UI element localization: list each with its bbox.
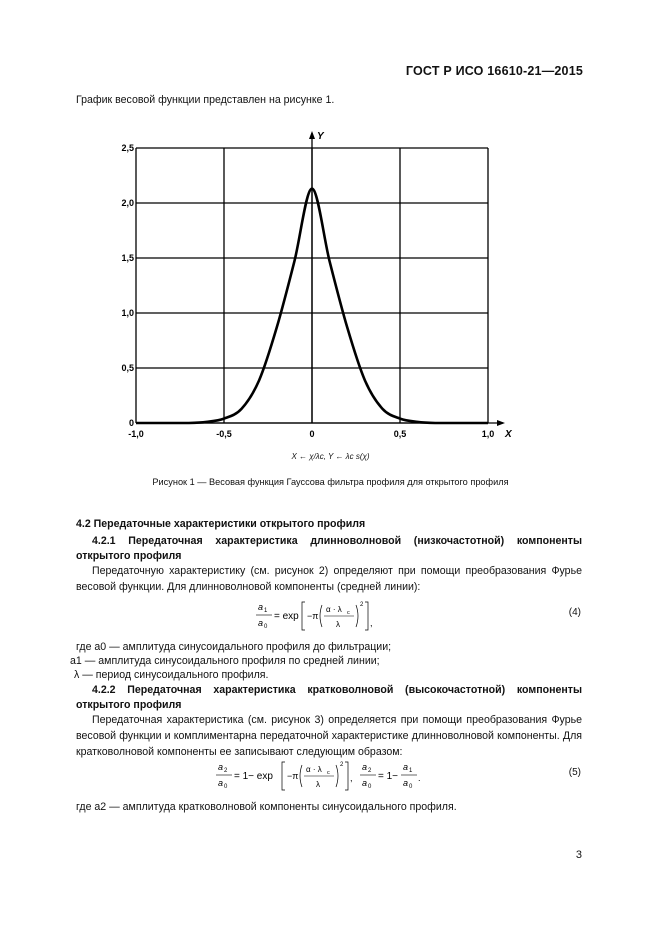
y-tick-label: 2,5 [121, 143, 134, 153]
equation-5 [212, 755, 432, 793]
y-tick-label: 0 [128, 418, 134, 428]
svg-text:2: 2 [340, 762, 344, 768]
figure-caption: Рисунок 1 — Весовая функция Гауссова фильтра профиля для открытого профиля [152, 477, 509, 487]
svg-text:.: . [418, 773, 421, 783]
x-tick-label: 0 [309, 429, 315, 439]
svg-text:,: , [350, 773, 353, 783]
figure-subcaption: X ← χ/λc, Y ← λc s(χ) [291, 452, 370, 461]
definition-a2: где a2 — амплитуда кратковолновой компоненты синусоидального профиля. [76, 801, 457, 813]
equation-5-number: (5) [568, 767, 581, 778]
section-4-2-2-line1: 4.2.2 Передаточная характеристика кратковолновой (высокочастотной) компоненты [92, 684, 582, 696]
equation-4 [250, 596, 390, 632]
y-axis-label: Y [317, 131, 324, 142]
y-tick-label: 1,0 [121, 308, 134, 318]
x-tick-label: 1,0 [481, 429, 495, 439]
section-title-4-2: 4.2 Передаточные характеристики открытого профиля [76, 518, 366, 530]
svg-text:= 1−: = 1− [378, 771, 399, 782]
section-4-2-2-line2: открытого профиля [76, 699, 182, 711]
svg-text:α · λ: α · λ [306, 765, 322, 774]
definition-a1: a1 — амплитуда синусоидального профиля по средней линии; [70, 655, 380, 667]
svg-text:1: 1 [409, 768, 413, 774]
svg-text:0: 0 [368, 784, 372, 790]
svg-text:0: 0 [264, 624, 268, 630]
x-axis-label: X [505, 429, 512, 440]
section-4-2-1-line1: 4.2.1 Передаточная характеристика длинноволновой (низкочастотной) компоненты [92, 535, 582, 547]
svg-text:a: a [403, 778, 409, 788]
svg-text:λ: λ [336, 620, 340, 629]
svg-text:−π: −π [307, 611, 319, 621]
svg-text:= exp: = exp [274, 611, 299, 622]
svg-text:,: , [370, 618, 373, 628]
chart-axes [136, 131, 513, 440]
intro-text: График весовой функции представлен на рисунке 1. [76, 94, 335, 106]
chart-ticks [121, 143, 494, 439]
page-number: 3 [575, 849, 582, 861]
definition-a0: где a0 — амплитуда синусоидального профиля до фильтрации; [76, 641, 392, 653]
section-title-4-2-1 [76, 533, 582, 549]
x-tick-label: -0,5 [216, 429, 232, 439]
document-header: ГОСТ Р ИСО 16610-21—2015 [405, 64, 583, 78]
section-4-2-1-line2: открытого профиля [76, 550, 182, 562]
svg-text:c: c [347, 610, 350, 616]
y-axis-arrow [309, 131, 315, 139]
x-axis-arrow [497, 420, 505, 426]
y-tick-label: 2,0 [121, 198, 134, 208]
weight-function-chart [100, 125, 530, 445]
svg-text:λ: λ [316, 780, 320, 789]
svg-text:0: 0 [224, 784, 228, 790]
svg-text:a: a [258, 602, 264, 612]
svg-text:a: a [362, 762, 368, 772]
x-tick-label: 0,5 [393, 429, 407, 439]
definition-lambda: λ — период синусоидального профиля. [74, 669, 269, 681]
svg-text:a: a [218, 762, 224, 772]
svg-text:0: 0 [409, 784, 413, 790]
y-tick-label: 1,5 [121, 253, 134, 263]
svg-text:−π: −π [287, 771, 299, 781]
section-4-2-1-paragraph: Передаточную характеристику (см. рисунок 2) определяют при помощи преобразования Фурье весовой функции. Для длинноволновой компоненты (средней линии): [76, 565, 582, 593]
svg-text:a: a [218, 778, 224, 788]
section-title-4-2-2 [76, 682, 582, 698]
svg-text:α · λ: α · λ [326, 605, 342, 614]
svg-text:2: 2 [360, 602, 364, 608]
svg-text:c: c [327, 770, 330, 776]
svg-text:a: a [258, 618, 264, 628]
svg-text:a: a [362, 778, 368, 788]
svg-text:= 1− exp: = 1− exp [234, 771, 273, 782]
equation-4-number: (4) [568, 607, 581, 618]
section-4-2-2-paragraph: Передаточная характеристика (см. рисунок 3) определяется при помощи преобразования Фурье весовой функции и комплиментарна передаточной характеристике длинноволновой компоненты. Для кратковолновой компоненты ее записывают следующим образом: [76, 714, 582, 758]
svg-text:a: a [403, 762, 409, 772]
svg-text:2: 2 [368, 768, 372, 774]
svg-text:2: 2 [224, 768, 228, 774]
x-tick-label: -1,0 [128, 429, 144, 439]
svg-text:1: 1 [264, 608, 268, 614]
y-tick-label: 0,5 [121, 363, 134, 373]
